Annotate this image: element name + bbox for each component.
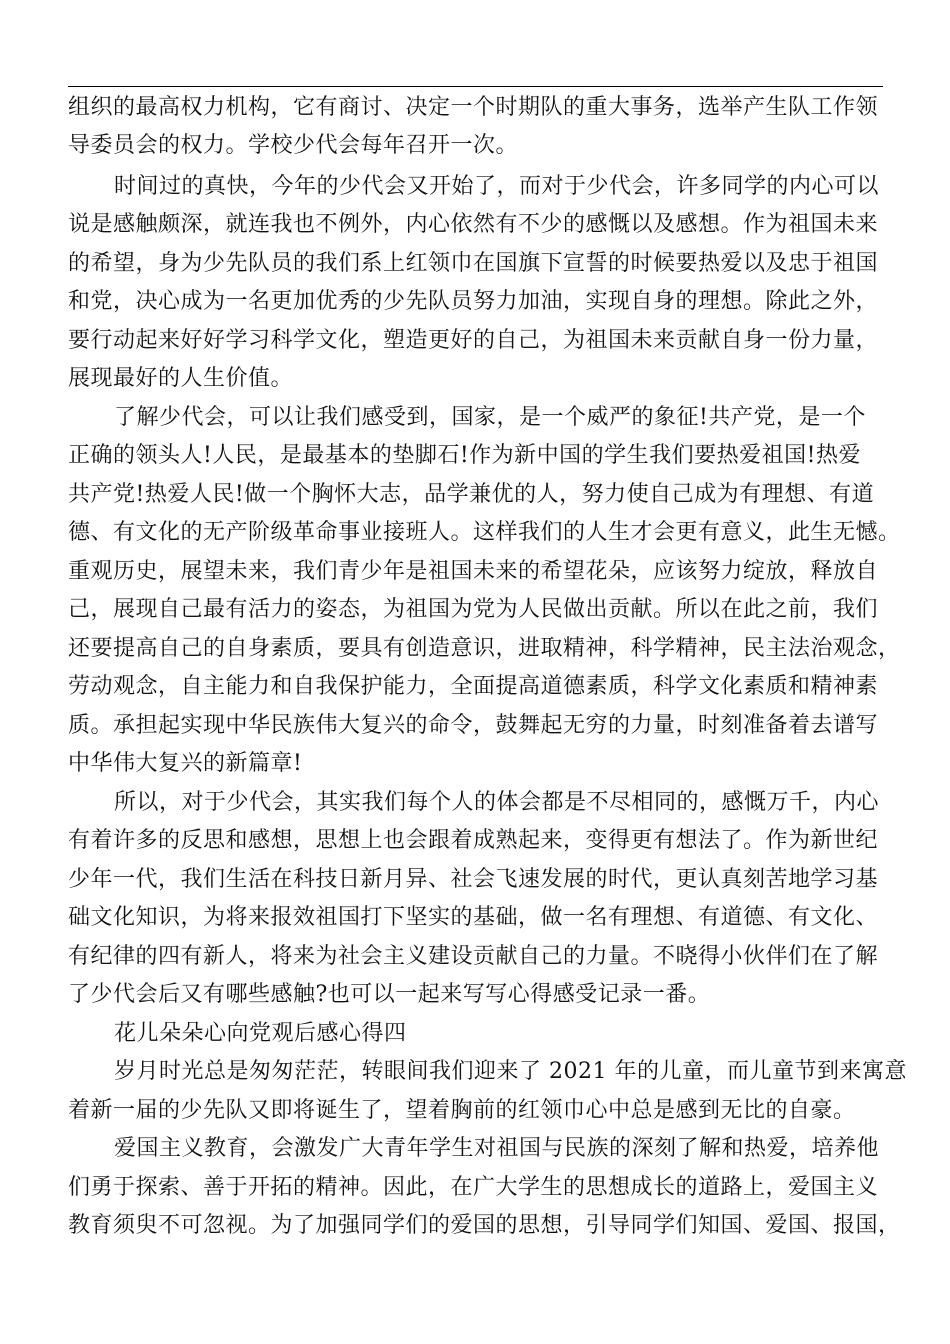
text-line: 了少代会后又有哪些感触?也可以一起来写写心得感受记录一番。 (68, 982, 711, 1007)
text-line: 还要提高自己的自身素质，要具有创造意识，进取精神，科学精神，民主法治观念， (68, 636, 901, 661)
text-line: 德、有文化的无产阶级革命事业接班人。这样我们的人生才会更有意义，此生无憾。 (68, 520, 901, 545)
section-heading: 花儿朵朵心向党观后感心得四 (114, 1021, 407, 1046)
text-line: 的希望，身为少先队员的我们系上红领巾在国旗下宣誓的时候要热爱以及忠于祖国 (68, 251, 879, 276)
text-line: 说是感触颇深，就连我也不例外，内心依然有不少的感慨以及感想。作为祖国未来 (68, 212, 879, 237)
text-line: 教育须臾不可忽视。为了加强同学们的爱国的思想，引导同学们知国、爱国、报国， (68, 1213, 901, 1238)
text-line: 共产党!热爱人民!做一个胸怀大志，品学兼优的人，努力使自己成为有理想、有道 (68, 482, 875, 507)
text-line: 有着许多的反思和感想，思想上也会跟着成熟起来，变得更有想法了。作为新世纪 (68, 828, 879, 853)
text-line: 劳动观念，自主能力和自我保护能力，全面提高道德素质，科学文化素质和精神素 (68, 674, 879, 699)
text-line: 少年一代，我们生活在科技日新月异、社会飞速发展的时代，更认真刻苦地学习基 (68, 867, 879, 892)
paragraph-first-line: 所以，对于少代会，其实我们每个人的体会都是不尽相同的，感慨万千，内心 (114, 790, 880, 815)
paragraph-first-line: 爱国主义教育，会激发广大青年学生对祖国与民族的深刻了解和热爱，培养他 (114, 1136, 880, 1161)
text-line: 着新一届的少先队又即将诞生了，望着胸前的红领巾心中总是感到无比的自豪。 (68, 1098, 856, 1123)
text-line: 质。承担起实现中华民族伟大复兴的命令，鼓舞起无穷的力量，时刻准备着去谱写 (68, 713, 879, 738)
text-line: 己，展现自己最有活力的姿态，为祖国为党为人民做出贡献。所以在此之前，我们 (68, 597, 879, 622)
text-line: 和党，决心成为一名更加优秀的少先队员努力加油，实现自身的理想。除此之外， (68, 289, 879, 314)
paragraph-first-line: 了解少代会，可以让我们感受到，国家，是一个威严的象征!共产党，是一个 (114, 405, 866, 430)
text-line: 重观历史，展望未来，我们青少年是祖国未来的希望花朵，应该努力绽放，释放自 (68, 559, 879, 584)
text-line: 组织的最高权力机构，它有商讨、决定一个时期队的重大事务，选举产生队工作领 (68, 95, 879, 120)
text-line: 有纪律的四有新人，将来为社会主义建设贡献自己的力量。不晓得小伙伴们在了解 (68, 944, 879, 969)
text-line: 展现最好的人生价值。 (68, 366, 294, 391)
paragraph-first-line: 岁月时光总是匆匆茫茫，转眼间我们迎来了 2021 年的儿童，而儿童节到来寓意 (114, 1059, 907, 1084)
text-line: 中华伟大复兴的新篇章! (68, 751, 303, 776)
paragraph-first-line: 时间过的真快，今年的少代会又开始了，而对于少代会，许多同学的内心可以 (114, 174, 880, 199)
text-line: 们勇于探索、善于开拓的精神。因此，在广大学生的思想成长的道路上，爱国主义 (68, 1175, 879, 1200)
header-rule (68, 86, 883, 87)
text-line: 导委员会的权力。学校少代会每年召开一次。 (68, 133, 519, 158)
text-line: 要行动起来好好学习科学文化，塑造更好的自己，为祖国未来贡献自身一份力量， (68, 328, 879, 353)
text-line: 正确的领头人!人民，是最基本的垫脚石!作为新中国的学生我们要热爱祖国!热爱 (68, 443, 862, 468)
text-line: 础文化知识，为将来报效祖国打下坚实的基础，做一名有理想、有道德、有文化、 (68, 905, 879, 930)
